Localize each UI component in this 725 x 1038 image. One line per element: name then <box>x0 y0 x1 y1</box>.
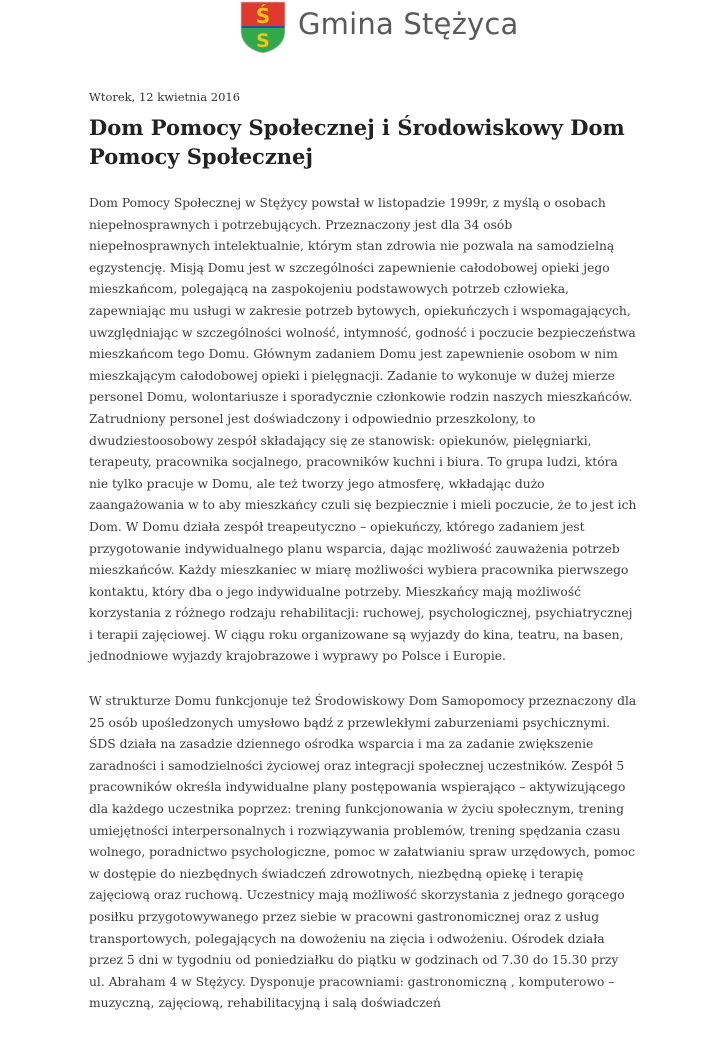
shield-letter-bottom: S <box>256 30 270 52</box>
article-date: Wtorek, 12 kwietnia 2016 <box>89 90 241 104</box>
site-header <box>0 0 725 60</box>
article-body <box>89 193 637 1038</box>
article-paragraph: Dom Pomocy Społecznej w Stężycy powstał w listopadzie 1999r, z myślą o osobach niepełnosprawnych i potrzebujących. Przeznaczony jest dla 34 osób niepełnosprawnych intelektualnie, którym stan zdrowia nie pozwala na samodzielną egzystencję. Misją Domu jest w szczególności zapewnienie całodobowej opieki jego mieszkańcom, polegającą na zaspokojeniu podstawowych potrzeb człowieka, zapewniając mu usługi w zakresie potrzeb bytowych, opiekuńczych i wspomagających, uwzględniając w szczególności wolność, intymność, godność i poczucie bezpieczeństwa mieszkańcom tego Domu. Głównym zadaniem Domu jest zapewnienie osobom w nim mieszkającym całodobowej opieki i pielęgnacji. Zadanie to wykonuje w dużej mierze personel Domu, wolontariusze i sporadycznie członkowie rodzin naszych mieszkańców. Zatrudniony personel jest doświadczony i odpowiednio przeszkolony, to dwudziestoosobowy zespół składający się ze stanowisk: opiekunów, pielęgniarki, terapeuty, pracownika socjalnego, pracowników kuchni i biura. To grupa ludzi, która nie tylko pracuje w Domu, ale też tworzy jego atmosferę, wkładając dużo zaangażowania w to aby mieszkańcy czuli się bezpiecznie i mieli poczucie, że to jest ich Dom. W Domu działa zespół treapeutyczno – opiekuńczy, którego zadaniem jest przygotowanie indywidualnego planu wsparcia, dając możliwość zauważenia potrzeb mieszkańców. Każdy mieszkaniec w miarę możliwości wybiera pracownika pierwszego kontaktu, który dba o jego indywidualne potrzeby. Mieszkańcy mają możliwość korzystania z różnego rodzaju rehabilitacji: ruchowej, psychologicznej, psychiatrycznej i terapii zajęciowej. W ciągu roku organizowane są wyjazdy do kina, teatru, na basen, jednodniowe wyjazdy krajobrazowe i wyprawy po Polsce i Europie. <box>89 196 637 664</box>
shield-letter-top: Ś <box>255 4 271 28</box>
site-logo-text[interactable]: Gmina Stężyca <box>298 7 519 41</box>
article-title: Dom Pomocy Społecznej i Środowiskowy Dom Pomocy Społecznej <box>89 115 625 169</box>
coat-of-arms-icon[interactable] <box>240 1 286 54</box>
article-paragraph: W strukturze Domu funkcjonuje też Środowiskowy Dom Samopomocy przeznaczony dla 25 osób upośledzonych umysłowo bądź z przewlekłymi zaburzeniami psychicznymi. ŚDS działa na zasadzie dziennego ośrodka wsparcia i ma za zadanie zwiększenie zaradności i samodzielności życiowej oraz integracji społecznej uczestników. Zespół 5 pracowników określa indywidualne plany postępowania wspierająco – aktywizującego dla każdego uczestnika poprzez: trening funkcjonowania w życiu społecznym, trening umiejętności interpersonalnych i rozwiązywania problemów, trening spędzania czasu wolnego, poradnictwo psychologiczne, pomoc w załatwianiu spraw urzędowych, pomoc w dostępie do niezbędnych świadczeń zdrowotnych, niezbędną opiekę i terapię zajęciową oraz ruchową. Uczestnicy mają możliwość skorzystania z jednego gorącego posiłku przygotowywanego przez siebie w pracowni gastronomicznej oraz z usług transportowych, polegających na dowożeniu na zięcia i odwożeniu. Ośrodek działa przez 5 dni w tygodniu od poniedziałku do piątku w godzinach od 7.30 do 15.30 przy ul. Abraham 4 w Stężycy. Dysponuje pracowniami: gastronomiczną , komputerowo – muzyczną, zajęciową, rehabilitacyjną i salą doświadczeń <box>89 694 637 1011</box>
